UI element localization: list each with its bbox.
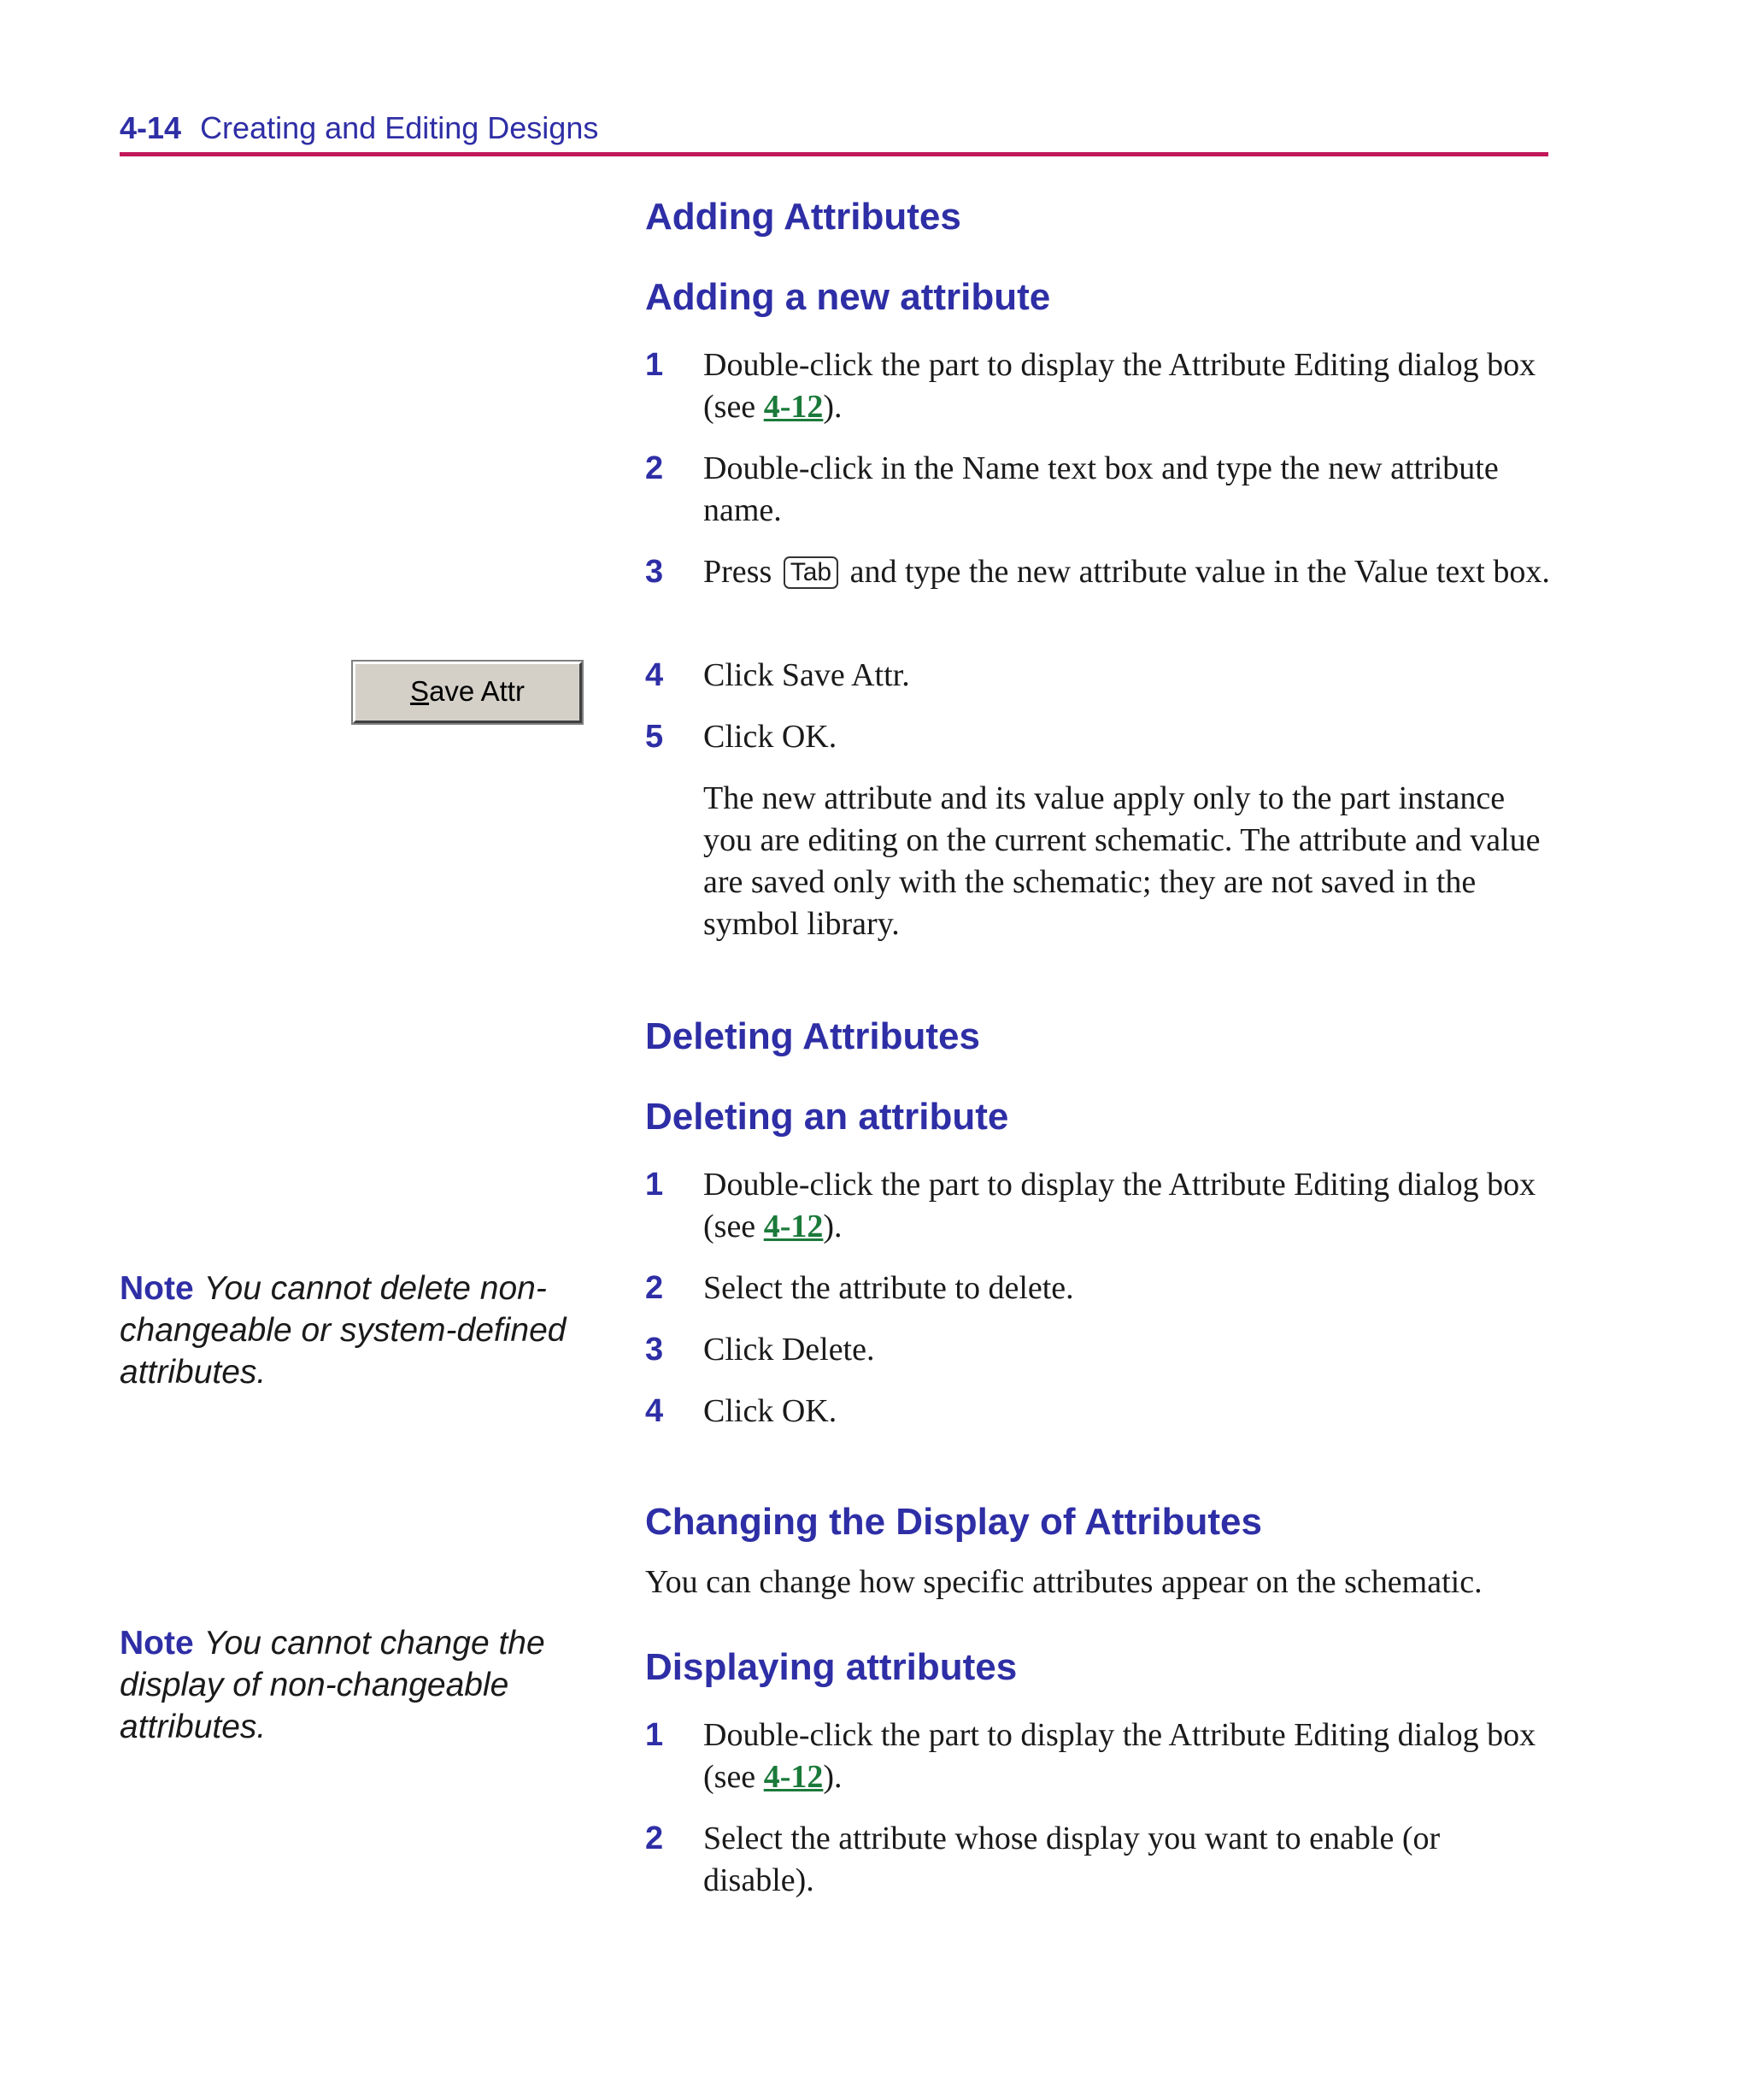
step-text: Press Tab and type the new attribute value in the Value text box. xyxy=(703,554,1550,590)
step-text: Click OK. xyxy=(703,1393,837,1429)
xref-link[interactable]: 4-12 xyxy=(763,1209,824,1244)
section-heading-deleting: Deleting Attributes xyxy=(645,1015,980,1057)
note-label: Note xyxy=(120,1270,194,1307)
intro-paragraph: You can change how specific attributes appear on the schematic. xyxy=(645,1564,1483,1600)
xref-link[interactable]: 4-12 xyxy=(763,1759,824,1795)
subheading-adding: Adding a new attribute xyxy=(645,276,1051,318)
section-heading-changing: Changing the Display of Attributes xyxy=(645,1501,1262,1543)
step-text: Click Save Attr. xyxy=(703,657,910,693)
step-text: Double-click the part to display the Attribute Editing dialog box (see 4-12). xyxy=(703,347,1536,425)
step-number: 1 xyxy=(645,1167,664,1203)
step-number: 1 xyxy=(645,1717,664,1753)
note-display xyxy=(120,1622,598,1748)
step-number: 5 xyxy=(645,719,664,755)
step-text: Click OK. xyxy=(703,719,837,755)
note-label: Note xyxy=(120,1625,194,1662)
note-text: You cannot delete non-changeable or system-defined attributes. xyxy=(120,1270,567,1391)
save-attr-button-label: ave Attr xyxy=(429,675,525,707)
step-number: 1 xyxy=(645,347,664,383)
step-number: 3 xyxy=(645,554,664,590)
section-heading-adding: Adding Attributes xyxy=(645,196,961,238)
page-header xyxy=(120,106,1548,156)
step-text: Double-click the part to display the Attribute Editing dialog box (see 4-12). xyxy=(703,1167,1536,1244)
step-number: 2 xyxy=(645,450,664,486)
subheading-displaying: Displaying attributes xyxy=(645,1646,1018,1688)
note-delete xyxy=(120,1268,598,1393)
step-number: 4 xyxy=(645,1393,664,1429)
step-text: Click Delete. xyxy=(703,1332,875,1368)
step-text: Double-click the part to display the Attribute Editing dialog box (see 4-12). xyxy=(703,1717,1536,1795)
chapter-title: Creating and Editing Designs xyxy=(200,110,599,145)
body-paragraph: The new attribute and its value apply only to the part instance you are editing on the current schematic. The attribute and value are saved only with the schematic; they are not saved in the symbol library. xyxy=(703,780,1541,942)
step-number: 2 xyxy=(645,1270,664,1306)
step-number: 4 xyxy=(645,657,664,693)
step-text: Double-click in the Name text box and type the new attribute name. xyxy=(703,450,1499,528)
subheading-deleting: Deleting an attribute xyxy=(645,1096,1009,1138)
tab-key: Tab xyxy=(784,556,838,589)
save-attr-button-mnemonic: S xyxy=(410,675,430,707)
xref-link[interactable]: 4-12 xyxy=(763,389,824,425)
step-text: Select the attribute to delete. xyxy=(703,1270,1074,1306)
step-text: Select the attribute whose display you want to enable (or disable). xyxy=(703,1821,1441,1898)
step-number: 3 xyxy=(645,1332,664,1368)
save-attr-button[interactable] xyxy=(353,662,582,723)
step-number: 2 xyxy=(645,1821,664,1856)
page-number: 4-14 xyxy=(120,110,182,145)
note-text: You cannot change the display of non-changeable attributes. xyxy=(120,1625,545,1745)
